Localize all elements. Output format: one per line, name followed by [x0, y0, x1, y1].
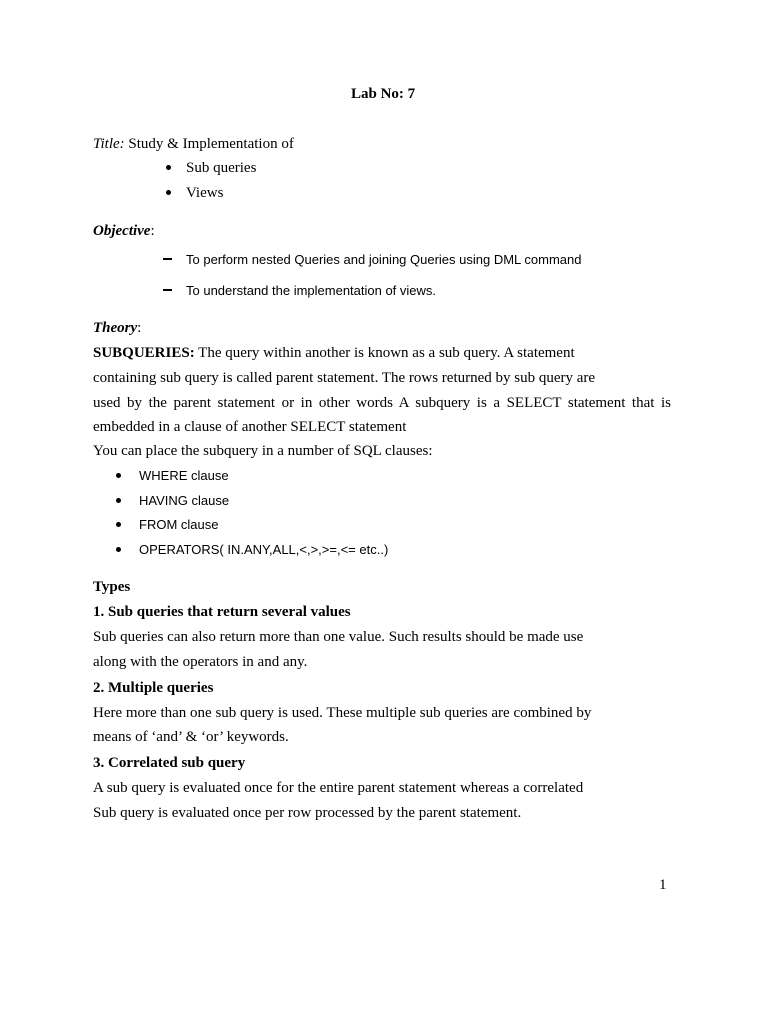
type-text-line: Sub query is evaluated once per row processed by the parent statement.: [93, 805, 522, 821]
dash-bullet-icon: [163, 258, 172, 260]
type-text-line: means of ‘and’ & ‘or’ keywords.: [93, 729, 289, 745]
title-line: [93, 137, 294, 152]
theory-paragraph-line: used by the parent statement or in other words A subquery is a SELECT statement that is: [93, 395, 671, 411]
theory-paragraph-line: containing sub query is called parent statement. The rows returned by sub query are: [93, 370, 596, 386]
bullet-icon: [116, 473, 121, 478]
subqueries-label: SUBQUERIES:: [93, 345, 195, 361]
bullet-icon: [116, 498, 121, 503]
clause-item: FROM clause: [139, 517, 219, 532]
theory-paragraph-line: embedded in a clause of another SELECT statement: [93, 419, 407, 435]
type-heading: 1. Sub queries that return several values: [93, 604, 351, 620]
title-bullet-item: Sub queries: [186, 160, 257, 176]
objective-item: To understand the implementation of views.: [186, 283, 437, 298]
bullet-icon: [166, 165, 171, 170]
type-text-line: along with the operators in and any.: [93, 654, 308, 670]
clause-item: HAVING clause: [139, 493, 230, 508]
title-bullet-item: Views: [186, 185, 224, 201]
title-label: Title:: [93, 136, 125, 152]
objective-label: Objective: [93, 223, 151, 239]
type-text-line: A sub query is evaluated once for the entire parent statement whereas a correlated: [93, 780, 584, 796]
theory-label: Theory: [93, 320, 138, 336]
theory-paragraph-line: You can place the subquery in a number of SQL clauses:: [93, 443, 433, 459]
bullet-icon: [116, 522, 121, 527]
bullet-icon: [116, 547, 121, 552]
type-text-line: Sub queries can also return more than one value. Such results should be made use: [93, 629, 584, 645]
theory-text: The query within another is known as a sub query. A statement: [194, 345, 575, 361]
lab-heading: Lab No: 7: [351, 86, 416, 102]
objective-colon: :: [150, 223, 155, 239]
type-heading: 2. Multiple queries: [93, 680, 214, 696]
theory-paragraph-line: [93, 346, 575, 361]
type-heading: 3. Correlated sub query: [93, 755, 246, 771]
title-text: Study & Implementation of: [124, 136, 294, 152]
page-number: 1: [659, 877, 667, 893]
types-heading: Types: [93, 579, 131, 595]
dash-bullet-icon: [163, 289, 172, 291]
bullet-icon: [166, 190, 171, 195]
theory-colon: :: [137, 320, 142, 336]
type-text-line: Here more than one sub query is used. These multiple sub queries are combined by: [93, 705, 592, 721]
clause-item: WHERE clause: [139, 468, 229, 483]
objective-item: To perform nested Queries and joining Queries using DML command: [186, 252, 582, 267]
clause-item: OPERATORS( IN.ANY,ALL,<,>,>=,<= etc..): [139, 542, 389, 557]
objective-heading: [93, 224, 155, 239]
theory-heading: [93, 321, 141, 336]
